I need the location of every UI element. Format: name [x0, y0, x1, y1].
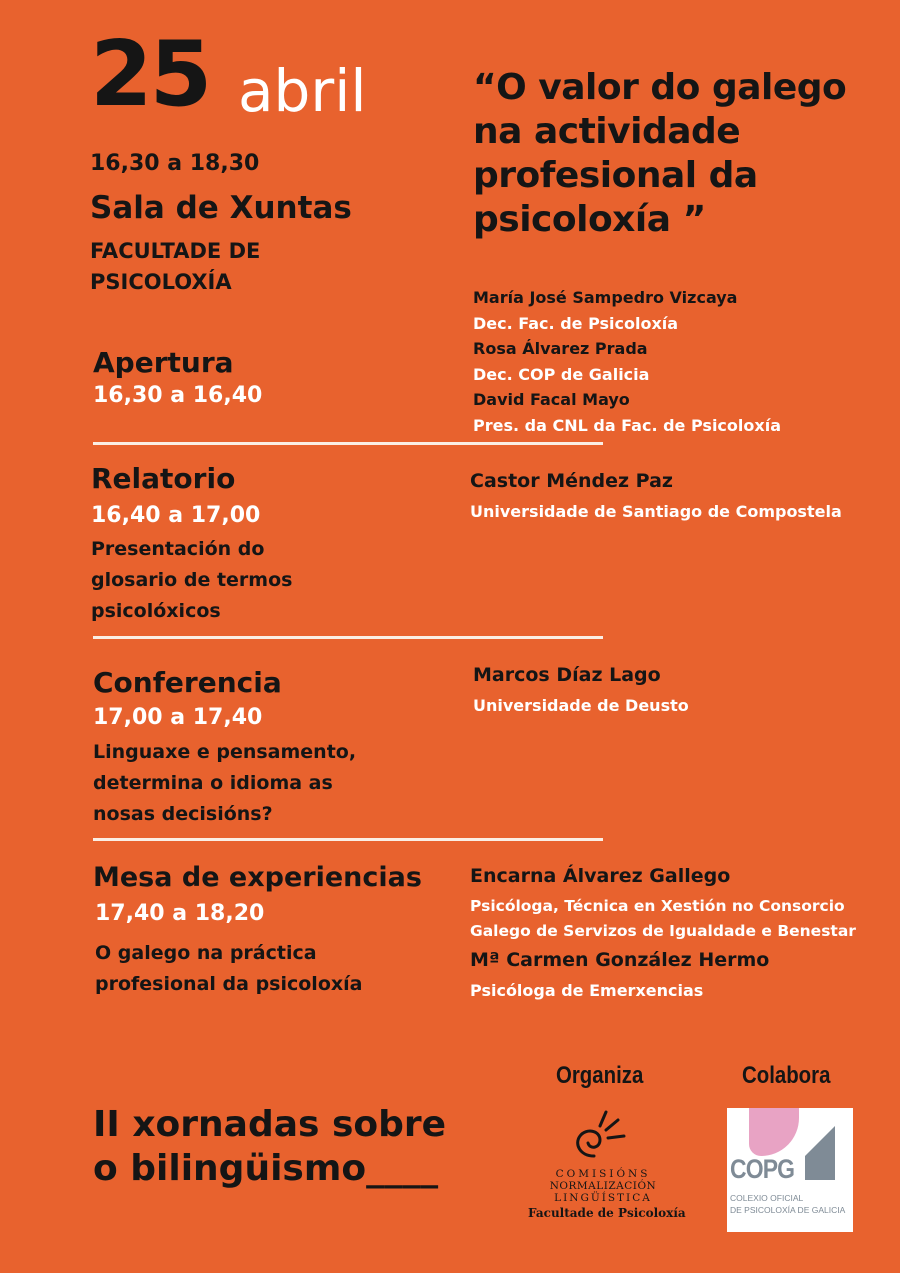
speaker-name: Marcos Díaz Lago [473, 664, 661, 686]
copg-line-2: DE PSICOLOXÍA DE GALICIA [730, 1205, 846, 1215]
colabora-label: Colabora [742, 1062, 831, 1089]
speaker-name: Rosa Álvarez Prada [473, 339, 648, 358]
spiral-icon [528, 1098, 678, 1168]
section-desc-conference [93, 737, 356, 830]
event-title-line-2: na actividade [473, 111, 741, 152]
section-time-opening: 16,30 a 16,40 [93, 383, 263, 408]
faculty-line-1: FACULTADE DE [90, 239, 261, 263]
section-title-panel: Mesa de experiencias [93, 862, 422, 893]
event-title-line-4: psicoloxía ” [473, 199, 706, 240]
event-title [473, 66, 900, 242]
copg-acronym: COPG [730, 1154, 795, 1184]
desc-line: glosario de termos [91, 569, 293, 591]
speaker-name: Encarna Álvarez Gallego [470, 865, 731, 887]
cnl-line-2: NORMALIZACIÓN [549, 1180, 657, 1192]
section-desc-report [91, 534, 292, 627]
section-title-opening: Apertura [93, 346, 234, 379]
speaker-role: Dec. Fac. de Psicoloxía [473, 313, 679, 333]
speaker-name: Castor Méndez Paz [470, 470, 673, 492]
cnl-logo [528, 1098, 686, 1238]
opening-speakers [473, 285, 781, 438]
desc-line: O galego na práctica [95, 942, 317, 964]
desc-line: Presentación do [91, 538, 265, 560]
desc-line: Linguaxe e pensamento, [93, 741, 357, 763]
speaker-name: David Facal Mayo [473, 390, 630, 409]
cnl-line-4: Facultade de Psicoloxía [528, 1206, 686, 1220]
speaker-role: Universidade de Santiago de Compostela [470, 502, 842, 521]
copg-name [730, 1192, 845, 1216]
speaker-role: Dec. COP de Galicia [473, 364, 650, 384]
speaker-role: Psicóloga de Emerxencias [470, 981, 704, 1000]
section-title-report: Relatorio [91, 462, 236, 495]
divider [93, 442, 603, 445]
desc-line: psicolóxicos [91, 600, 221, 622]
event-venue: Sala de Xuntas [90, 190, 352, 226]
speaker-name: María José Sampedro Vizcaya [473, 288, 738, 307]
divider [93, 636, 603, 639]
faculty-line-2: PSICOLOXÍA [90, 270, 232, 294]
copg-logo [727, 1108, 853, 1232]
speaker-role: Galego de Servizos de Igualdade e Benestar [470, 922, 856, 940]
section-title-conference: Conferencia [93, 666, 282, 699]
copg-line-1: COLEXIO OFICIAL [730, 1193, 804, 1203]
speaker-role: Psicóloga, Técnica en Xestión no Consorcio [470, 897, 845, 915]
speaker-role: Universidade de Deusto [473, 696, 689, 715]
divider [93, 838, 603, 841]
event-title-line-3: profesional da [473, 155, 758, 196]
desc-line: profesional da psicoloxía [95, 973, 363, 995]
footer-title-line-2: o bilingüismo____ [93, 1148, 439, 1189]
section-time-conference: 17,00 a 17,40 [93, 705, 263, 730]
cnl-line-3: LINGÜÍSTICA [554, 1192, 652, 1204]
event-month: abril [238, 57, 367, 125]
section-desc-panel [95, 938, 362, 1000]
footer-title [93, 1103, 446, 1191]
cnl-line-1: COMISIÓNS [555, 1168, 651, 1180]
speaker-name: Mª Carmen González Hermo [470, 949, 770, 971]
event-time: 16,30 a 18,30 [90, 151, 260, 176]
section-time-panel: 17,40 a 18,20 [95, 901, 265, 926]
event-faculty [90, 236, 390, 298]
footer-title-line-1: II xornadas sobre [93, 1104, 447, 1145]
organiza-label: Organiza [556, 1062, 644, 1089]
speaker-role: Pres. da CNL da Fac. de Psicoloxía [473, 415, 781, 435]
desc-line: determina o idioma as [93, 772, 333, 794]
event-day: 25 [90, 22, 210, 127]
section-time-report: 16,40 a 17,00 [91, 503, 261, 528]
desc-line: nosas decisións? [93, 803, 273, 825]
event-title-line-1: “O valor do galego [473, 67, 847, 108]
